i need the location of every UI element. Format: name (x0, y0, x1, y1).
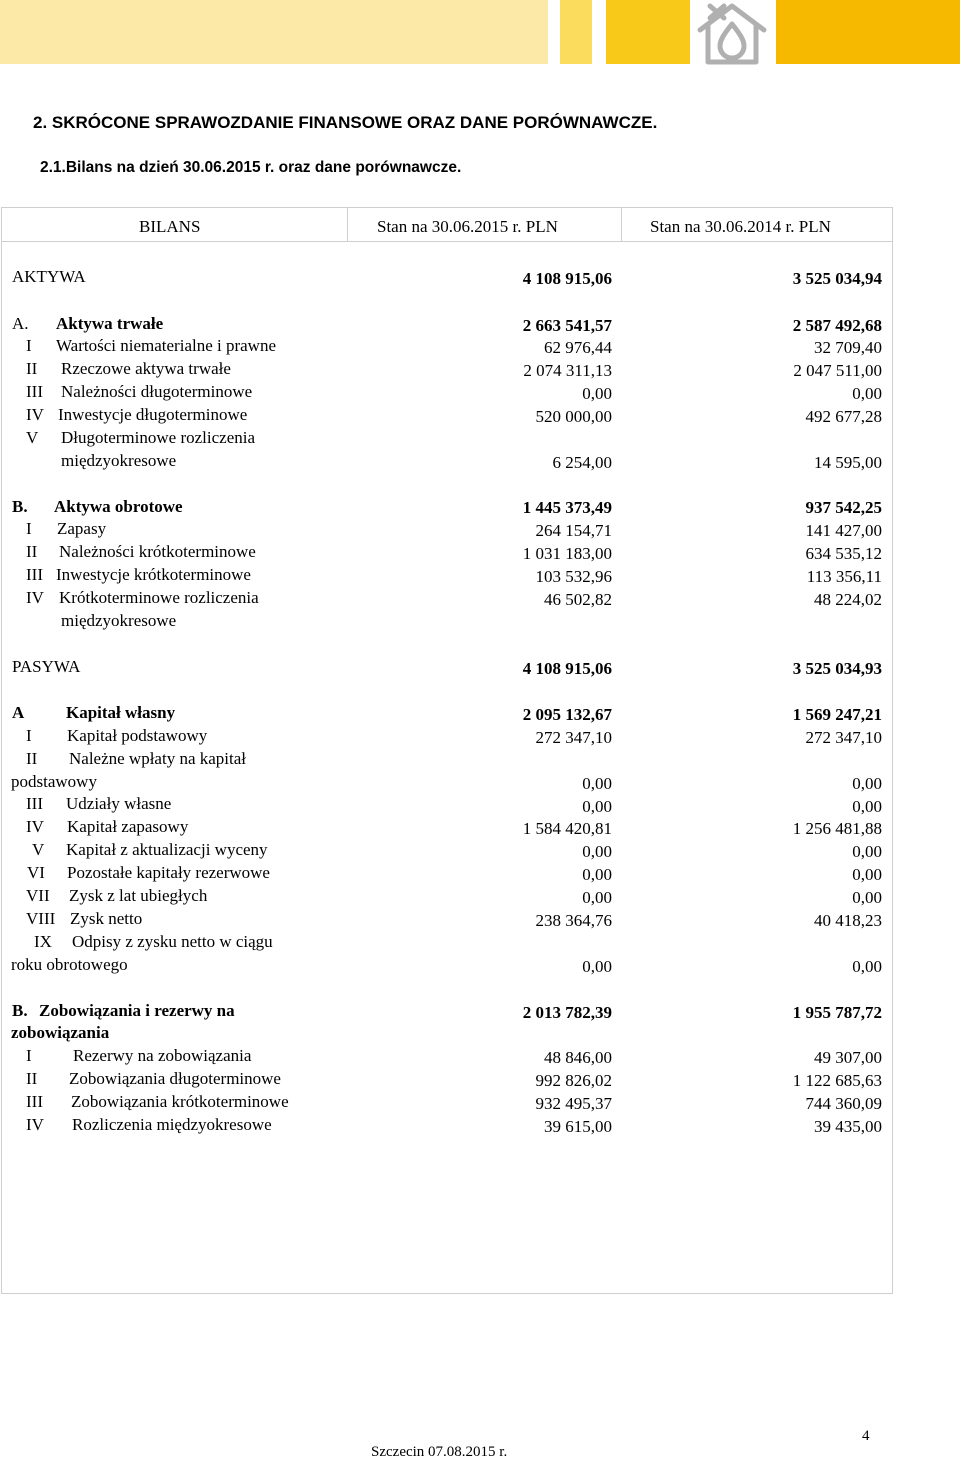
row-label: Aktywa obrotowe (54, 497, 183, 516)
value-2015: 0,00 (582, 865, 612, 884)
value-2014: 0,00 (852, 384, 882, 403)
value-2015: 39 615,00 (544, 1117, 612, 1136)
value-2015: 0,00 (582, 774, 612, 793)
house-logo-icon (690, 0, 774, 66)
value-2014: 0,00 (852, 888, 882, 907)
row-number: B. (12, 497, 28, 516)
value-2014: 1 955 787,72 (792, 1003, 882, 1022)
row-number: III (26, 382, 43, 401)
value-2015: 992 826,02 (535, 1071, 612, 1090)
value-2015: 0,00 (582, 384, 612, 403)
value-2015: 62 976,44 (544, 338, 612, 357)
value-2015: 1 031 183,00 (522, 544, 612, 563)
header-divider-2 (621, 207, 622, 241)
value-2014: 634 535,12 (805, 544, 882, 563)
value-2015: 0,00 (582, 842, 612, 861)
header-banner-mid (560, 0, 592, 64)
row-label: Krótkoterminowe rozliczenia (59, 588, 259, 607)
value-2014: 937 542,25 (805, 498, 882, 517)
row-number: IX (34, 932, 52, 951)
row-number: II (26, 542, 38, 561)
row-number: I (26, 336, 32, 355)
value-2015: 2 074 311,13 (523, 361, 612, 380)
col-header-2014: Stan na 30.06.2014 r. PLN (650, 217, 831, 236)
section-subheading: 2.1.Bilans na dzień 30.06.2015 r. oraz dane porównawcze. (40, 159, 462, 176)
row-label: Inwestycje długoterminowe (58, 405, 248, 424)
value-2015: 2 013 782,39 (522, 1003, 612, 1022)
value-2014: 272 347,10 (805, 728, 882, 747)
value-2014: 0,00 (852, 865, 882, 884)
row-number: VIII (26, 909, 56, 928)
row-label: Udziały własne (66, 794, 172, 813)
row-number: III (26, 794, 43, 813)
value-2015: 1 584 420,81 (522, 819, 612, 838)
value-2014: 492 677,28 (805, 407, 882, 426)
row-number: IV (26, 1115, 44, 1134)
row-label: Należności długoterminowe (61, 382, 253, 401)
value-2015: 238 364,76 (535, 911, 612, 930)
header-underline (1, 241, 893, 242)
value-2014: 3 525 034,93 (792, 659, 882, 678)
row-label: Pozostałe kapitały rezerwowe (67, 863, 270, 882)
row-number: II (26, 359, 38, 378)
row-label: Aktywa trwałe (56, 314, 164, 333)
row-label-continued: międzyokresowe (61, 611, 177, 630)
value-2014: 40 418,23 (814, 911, 882, 930)
row-number: II (26, 749, 38, 768)
row-number: VII (26, 886, 50, 905)
row-label-continued: podstawowy (11, 772, 97, 791)
value-2015: 264 154,71 (535, 521, 612, 540)
row-number: I (26, 519, 32, 538)
row-number: A (12, 703, 25, 722)
value-2014: 0,00 (852, 797, 882, 816)
row-label: Zysk z lat ubiegłych (69, 886, 208, 905)
value-2015: 103 532,96 (535, 567, 612, 586)
value-2014: 2 587 492,68 (792, 316, 882, 335)
value-2014: 48 224,02 (814, 590, 882, 609)
row-label: Kapitał z aktualizacji wyceny (66, 840, 268, 859)
row-label-continued: międzyokresowe (61, 451, 177, 470)
value-2014: 141 427,00 (805, 521, 882, 540)
row-label: Kapitał własny (66, 703, 176, 722)
value-2014: 2 047 511,00 (793, 361, 882, 380)
value-2015: 2 663 541,57 (522, 316, 612, 335)
value-2014: 1 122 685,63 (792, 1071, 882, 1090)
section-aktywa: AKTYWA (12, 267, 86, 286)
value-2015: 4 108 915,06 (522, 659, 612, 678)
row-number: III (26, 1092, 43, 1111)
value-2014: 113 356,11 (806, 567, 882, 586)
row-label: Zobowiązania długoterminowe (69, 1069, 281, 1088)
row-label: Długoterminowe rozliczenia (61, 428, 256, 447)
value-2015: 0,00 (582, 957, 612, 976)
row-label: Rzeczowe aktywa trwałe (61, 359, 231, 378)
row-label: Wartości niematerialne i prawne (56, 336, 277, 355)
row-number: II (26, 1069, 38, 1088)
row-label: Zysk netto (70, 909, 143, 928)
value-2015: 46 502,82 (544, 590, 612, 609)
row-label: Zobowiązania krótkoterminowe (71, 1092, 289, 1111)
row-label-continued: zobowiązania (11, 1023, 110, 1042)
header-banner-strong (606, 0, 690, 64)
value-2014: 3 525 034,94 (792, 269, 882, 288)
value-2015: 2 095 132,67 (522, 705, 612, 724)
row-label-continued: roku obrotowego (11, 955, 128, 974)
row-number: VI (27, 863, 45, 882)
row-number: A. (12, 314, 29, 333)
row-number: III (26, 565, 43, 584)
col-header-bilans: BILANS (139, 217, 201, 236)
row-label: Inwestycje krótkoterminowe (56, 565, 251, 584)
row-number: I (26, 1046, 32, 1065)
value-2015: 0,00 (582, 797, 612, 816)
row-number: IV (26, 405, 44, 424)
value-2014: 744 360,09 (805, 1094, 882, 1113)
row-label: Odpisy z zysku netto w ciągu (72, 932, 273, 951)
row-number: IV (26, 588, 44, 607)
value-2015: 520 000,00 (535, 407, 612, 426)
value-2015: 272 347,10 (535, 728, 612, 747)
row-number: V (26, 428, 39, 447)
page-heading: 2. SKRÓCONE SPRAWOZDANIE FINANSOWE ORAZ DANE PORÓWNAWCZE. (33, 113, 658, 132)
value-2015: 48 846,00 (544, 1048, 612, 1067)
value-2014: 0,00 (852, 774, 882, 793)
value-2015: 4 108 915,06 (522, 269, 612, 288)
value-2014: 32 709,40 (814, 338, 882, 357)
header-banner-light (0, 0, 548, 64)
value-2015: 0,00 (582, 888, 612, 907)
row-label: Należne wpłaty na kapitał (69, 749, 247, 768)
page-number: 4 (862, 1428, 870, 1444)
row-label: Zobowiązania i rezerwy na (39, 1001, 235, 1020)
value-2015: 1 445 373,49 (522, 498, 612, 517)
value-2015: 932 495,37 (535, 1094, 612, 1113)
row-number: V (32, 840, 45, 859)
row-label: Zapasy (57, 519, 107, 538)
value-2014: 14 595,00 (814, 453, 882, 472)
header-banner-deep (776, 0, 960, 64)
row-label: Należności krótkoterminowe (59, 542, 256, 561)
header-divider-1 (347, 207, 348, 241)
value-2014: 1 569 247,21 (792, 705, 882, 724)
col-header-2015: Stan na 30.06.2015 r. PLN (377, 217, 558, 236)
value-2015: 6 254,00 (552, 453, 612, 472)
row-label: Rezerwy na zobowiązania (73, 1046, 252, 1065)
row-label: Rozliczenia międzyokresowe (72, 1115, 272, 1134)
row-label: Kapitał zapasowy (67, 817, 189, 836)
value-2014: 49 307,00 (814, 1048, 882, 1067)
value-2014: 1 256 481,88 (792, 819, 882, 838)
section-pasywa: PASYWA (12, 657, 81, 676)
value-2014: 0,00 (852, 842, 882, 861)
row-number: I (26, 726, 32, 745)
row-label: Kapitał podstawowy (67, 726, 208, 745)
value-2014: 0,00 (852, 957, 882, 976)
row-number: IV (26, 817, 44, 836)
footer-place-date: Szczecin 07.08.2015 r. (371, 1444, 508, 1460)
row-number: B. (12, 1001, 28, 1020)
value-2014: 39 435,00 (814, 1117, 882, 1136)
